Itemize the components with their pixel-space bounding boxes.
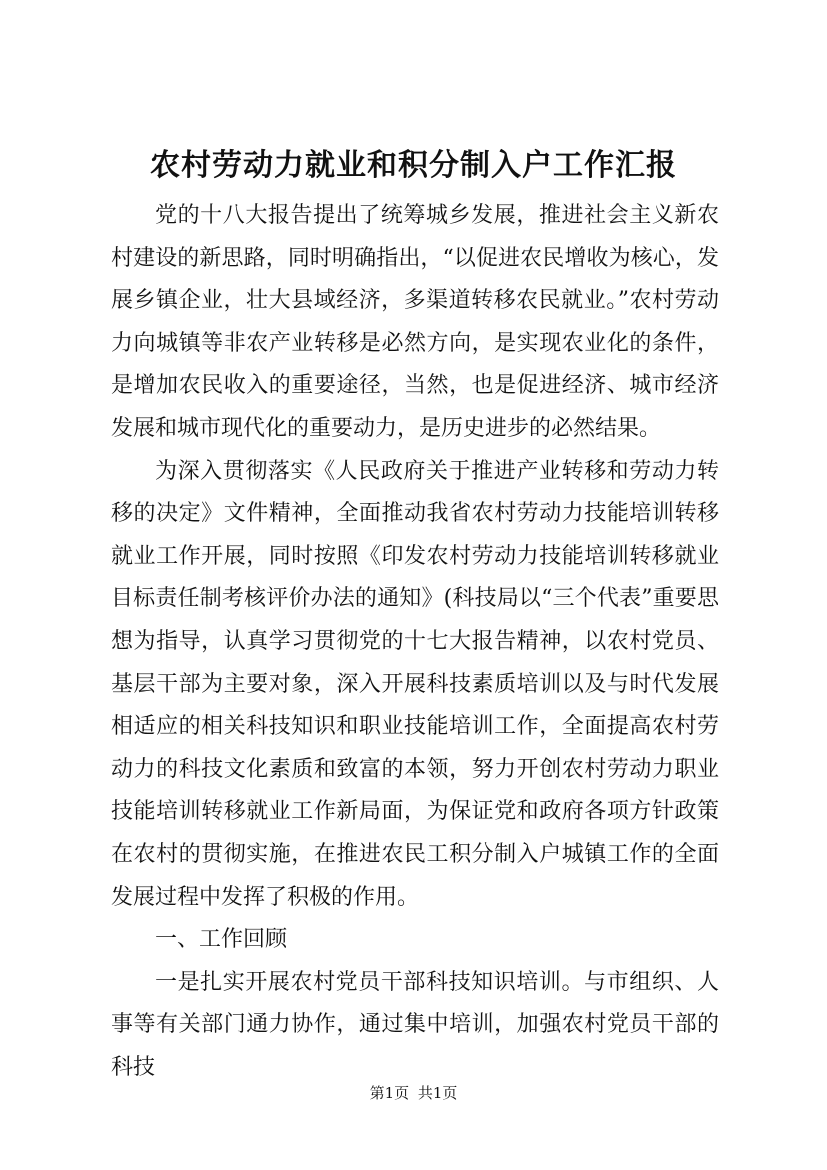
section-heading-work-review: 一、工作回顾 [155, 927, 288, 953]
paragraph-implementation: 为深入贯彻落实《人民政府关于推进产业转移和劳动力转移的决定》文件精神，全面推动我省农村劳动力技能培训转移就业工作开展，同时按照《印发农村劳动力技能培训转移就业目标责任制考核评价办法的通知》(科技局以“三个代表”重要思想为指导，认真学习贯彻党的十七大报告精神，以农村党员、基层干部为主要对象，深入开展科技素质培训以及与时代发展相适应的相关科技知识和职业技能培训工作，全面提高农村劳动力的科技文化素质和致富的本领，努力开创农村劳动力职业技能培训转移就业工作新局面，为保证党和政府各项方针政策在农村的贯彻实施，在推进农民工积分制入户城镇工作的全面发展过程中发挥了积极的作用。 [111, 458, 719, 910]
page-footer: 第1页 共1页 [369, 1084, 458, 1102]
document-title: 农村劳动力就业和积分制入户工作汇报 [150, 148, 677, 183]
document-body [111, 195, 719, 1089]
paragraph-training: 一是扎实开展农村党员干部科技知识培训。与市组织、人事等有关部门通力协作，通过集中培训，加强农村党员干部的科技 [111, 969, 719, 1080]
paragraph-intro: 党的十八大报告提出了统筹城乡发展，推进社会主义新农村建设的新思路，同时明确指出，“以促进农民增收为核心，发展乡镇企业，壮大县域经济，多渠道转移农民就业。”农村劳动力向城镇等非农产业转移是必然方向，是实现农业化的条件，是增加农民收入的重要途径，当然，也是促进经济、城市经济发展和城市现代化的重要动力，是历史进步的必然结果。 [111, 203, 719, 441]
